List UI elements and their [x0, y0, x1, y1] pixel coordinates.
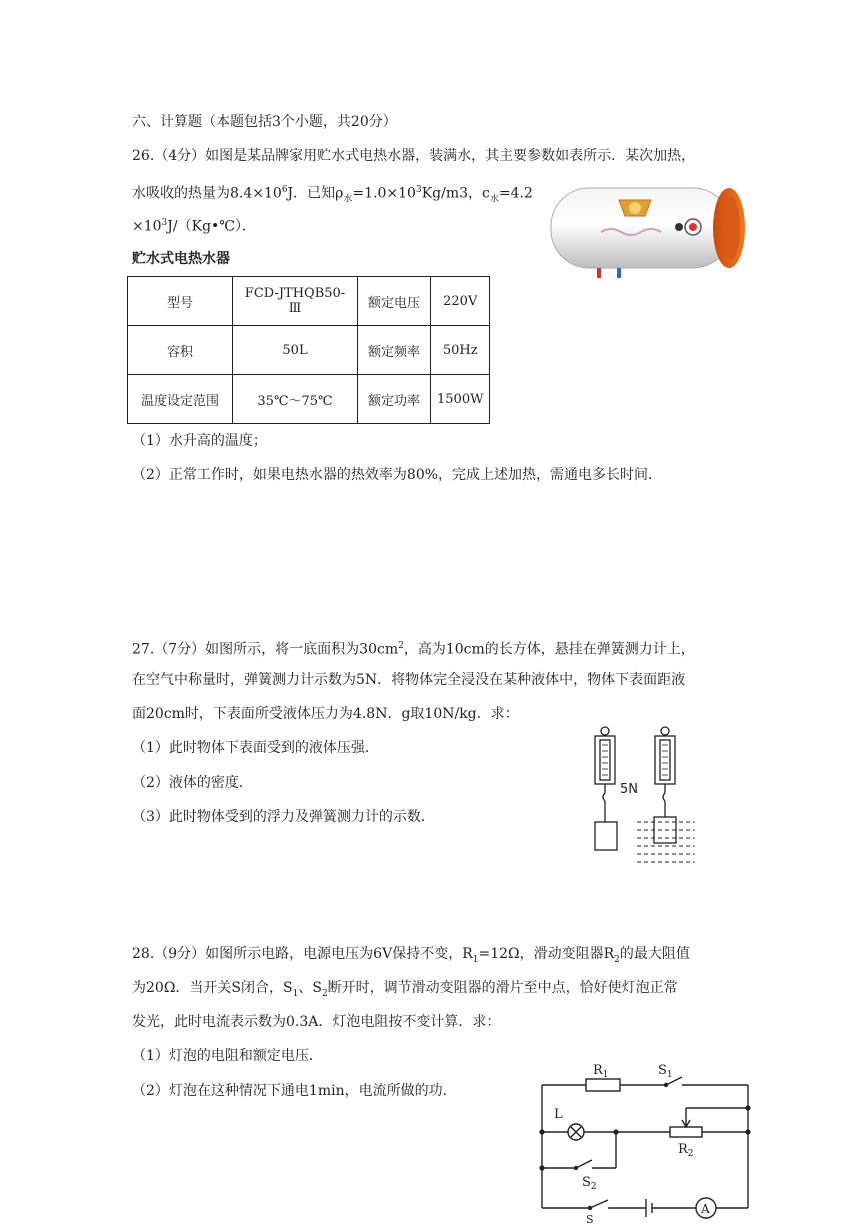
water-heater-image — [545, 180, 750, 285]
q26-line2: 水吸收的热量为$8.4\times 10^6J$．已知$\rho_水=1.0\times 10^3Kg/m3$，$c_水=4.2$ — [132, 185, 533, 205]
table-cell: 35℃～75℃ — [233, 375, 358, 424]
q27-line3: 面20cm时，下表面所受液体压力为4.8N．g取10N/kg．求： — [132, 706, 519, 722]
table-cell: 额定电压 — [358, 277, 431, 326]
parameter-table — [127, 276, 490, 424]
q26-line1: 26.（4分）如图是某品牌家用贮水式电热水器，装满水，其主要参数如表所示．某次加热， — [132, 148, 696, 164]
s1-label: $S_1$ — [658, 1063, 673, 1080]
section-title: 六、计算题（本题包括3个小题，共20分） — [132, 114, 397, 130]
table-cell: 50Hz — [431, 326, 490, 375]
ammeter-label: A — [701, 1202, 710, 1216]
q27-line1: 27.（7分）如图所示，将一底面积为$30cm^2$，高为10cm的长方体，悬挂在弹簧测力计上， — [132, 641, 695, 658]
r2-label: $R_2$ — [678, 1142, 694, 1159]
table-cell: 温度设定范围 — [128, 375, 233, 424]
table-cell: 容积 — [128, 326, 233, 375]
q28-line3: 发光，此时电流表示数为0.3A．灯泡电阻按不变计算．求： — [132, 1014, 501, 1030]
table-cell: FCD-JTHQB50-Ⅲ — [233, 277, 358, 326]
q27-sub3: （3）此时物体受到的浮力及弹簧测力计的示数． — [132, 809, 435, 825]
q27-sub2: （2）液体的密度． — [132, 775, 253, 791]
q26-sub1: （1）水升高的温度； — [132, 433, 267, 449]
table-cell: 额定频率 — [358, 326, 431, 375]
table-cell: 型号 — [128, 277, 233, 326]
q28-line1: 28.（9分）如图所示电路，电源电压为6V保持不变，$R_1=12\Omega$，滑动变阻器$R_2$的最大阻值 — [132, 946, 690, 965]
r1-label: $R_1$ — [593, 1063, 609, 1080]
table-row — [128, 375, 490, 424]
q28-sub2: （2）灯泡在这种情况下通电1min，电流所做的功． — [132, 1083, 457, 1099]
spring-scale-figure — [585, 725, 700, 865]
q27-sub1: （1）此时物体下表面受到的液体压强． — [132, 740, 379, 756]
table-cell: 1500W — [431, 375, 490, 424]
circuit-diagram — [530, 1058, 760, 1224]
lamp-label: L — [554, 1107, 563, 1122]
table-cell: 220V — [431, 277, 490, 326]
q26-sub2: （2）正常工作时，如果电热水器的热效率为80%，完成上述加热，需通电多长时间． — [132, 467, 663, 483]
weight-label: 5N — [620, 782, 638, 797]
q28-sub1: （1）灯泡的电阻和额定电压． — [132, 1048, 323, 1064]
q26-line3: $\times 10^3J/(Kg•℃)$． — [132, 218, 256, 235]
table-cell: 额定功率 — [358, 375, 431, 424]
table-cell: 50L — [233, 326, 358, 375]
table-title: 贮水式电热水器 — [132, 251, 230, 267]
table-row — [128, 277, 490, 326]
q27-line2: 在空气中称量时，弹簧测力计示数为5N．将物体完全浸没在某种液体中，物体下表面距液 — [132, 672, 686, 688]
s-label: S — [586, 1213, 594, 1224]
s2-label: $S_2$ — [582, 1175, 597, 1192]
table-row — [128, 326, 490, 375]
q28-line2: 为20Ω．当开关S闭合，$S_1$、$S_2$断开时，调节滑动变阻器的滑片至中点，恰好使灯泡正常 — [132, 980, 678, 999]
